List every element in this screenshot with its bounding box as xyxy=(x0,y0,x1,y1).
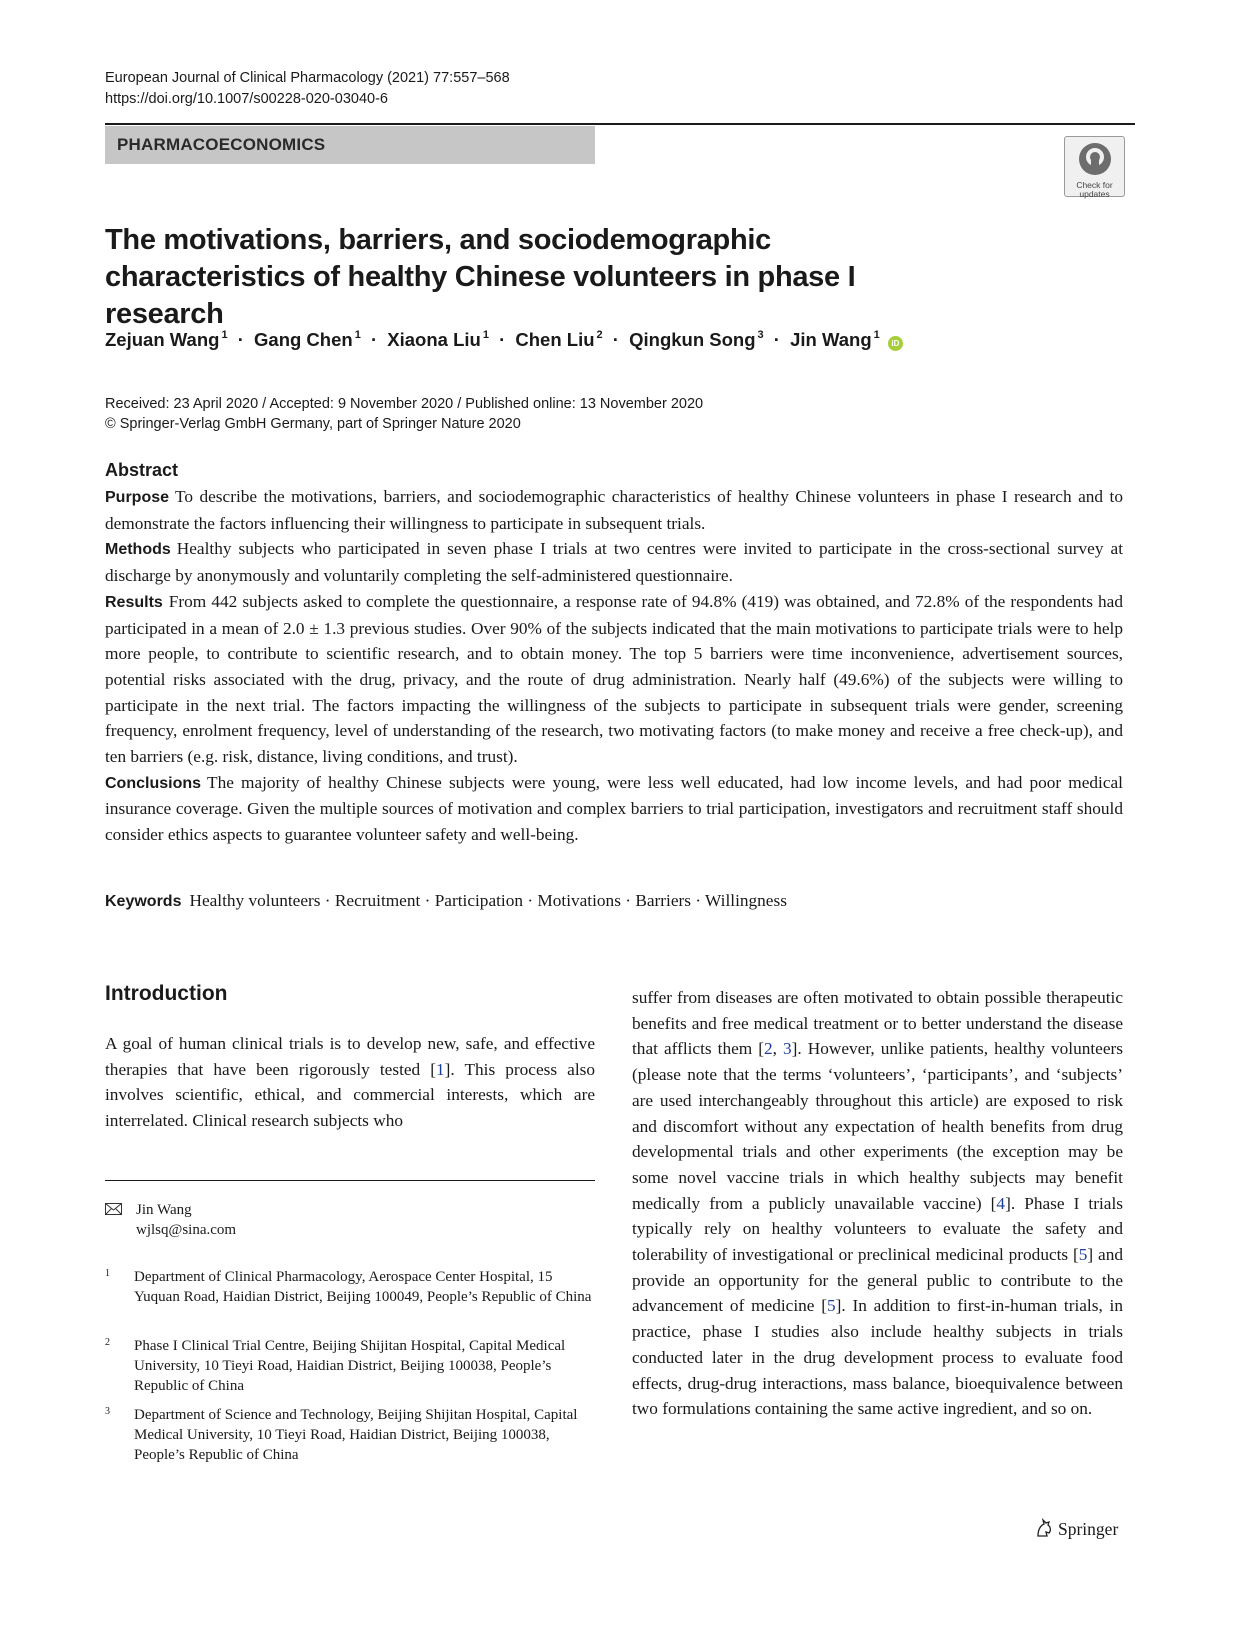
author-name[interactable]: Jin Wang xyxy=(790,329,872,350)
corresponding-author xyxy=(105,1200,236,1240)
author-separator: · xyxy=(499,329,506,350)
author-separator: · xyxy=(237,329,244,350)
copyright-line: © Springer-Verlag GmbH Germany, part of Springer Nature 2020 xyxy=(105,416,521,432)
check-updates-label-2: updates xyxy=(1079,189,1110,199)
methods-text: Healthy subjects who participated in seven phase I trials at two centres were invited to participate in the cross-sectional survey at discharge by anonymously and voluntarily completing the self-administered questionnaire. xyxy=(105,539,1123,586)
intro-text: suffer from diseases are often motivated to obtain possible therapeutic benefits and free medical treatment or to better understand the disease that afflicts them [ xyxy=(632,988,1123,1059)
author-affiliation-marker: 1 xyxy=(221,329,228,341)
citation-link[interactable]: 2 xyxy=(764,1039,773,1059)
crossmark-icon xyxy=(1078,142,1112,176)
abstract-block xyxy=(105,460,1123,848)
header-rule xyxy=(105,123,1135,125)
author-affiliation-marker: 1 xyxy=(873,329,880,341)
intro-text: ]. Phase I trials typically rely on healthy volunteers to evaluate the safety and tolerability of investigational or preclinical medicinal products [ xyxy=(632,1193,1123,1265)
author-affiliation-marker: 1 xyxy=(482,329,489,341)
check-for-updates-badge[interactable] xyxy=(1064,136,1125,197)
section-label: PHARMACOECONOMICS xyxy=(117,135,326,154)
keywords-label: Keywords xyxy=(105,893,182,910)
keywords-text: Healthy volunteers · Recruitment · Participation · Motivations · Barriers · Willingness xyxy=(189,891,787,910)
author-affiliation-marker: 2 xyxy=(596,329,603,341)
results-label: Results xyxy=(105,593,163,611)
introduction-heading: Introduction xyxy=(105,982,228,1005)
section-label-bar xyxy=(105,126,595,164)
introduction-left-column xyxy=(105,1031,595,1134)
author-affiliation-marker: 3 xyxy=(757,329,764,341)
author-name[interactable]: Chen Liu xyxy=(515,329,595,350)
citation-link[interactable]: 1 xyxy=(436,1059,445,1079)
author-name[interactable]: Xiaona Liu xyxy=(387,329,481,350)
abstract-purpose xyxy=(105,484,1123,536)
conclusions-label: Conclusions xyxy=(105,774,202,792)
affiliation-text: Department of Science and Technology, Beijing Shijitan Hospital, Capital Medical University, 10 Tieyi Road, Haidian District, Beijing 100038, People’s Republic of China xyxy=(134,1407,578,1463)
intro-text: ]. However, unlike patients, healthy volunteers (please note that the terms ‘volunteers’, ‘participants’, and ‘subjects’ are used interchangeably throughout this article) are exposed to risk and discomfort without any expectation of health benefits from drug developmental trials and other experiments (the exception may be some novel vaccine trials in which healthy subjects may benefit medically from a publicly unavailable vaccine) [ xyxy=(632,1039,1123,1213)
citation-separator: , xyxy=(772,1039,784,1059)
citation-link[interactable]: 4 xyxy=(996,1193,1006,1213)
dates-line: Received: 23 April 2020 / Accepted: 9 November 2020 / Published online: 13 November 2020 xyxy=(105,396,704,412)
keywords-line xyxy=(105,891,787,911)
publication-history xyxy=(105,394,703,434)
intro-text: ] and provide an opportunity for the general public to contribute to the advancement of medicine [ xyxy=(632,1245,1123,1316)
methods-label: Methods xyxy=(105,541,171,559)
affiliation-text: Phase I Clinical Trial Centre, Beijing Shijitan Hospital, Capital Medical University, 10 Tieyi Road, Haidian District, Beijing 100038, People’s Republic of China xyxy=(134,1338,566,1394)
intro-text: A goal of human clinical trials is to develop new, safe, and effective therapies that have been rigorously tested [ xyxy=(105,1034,595,1079)
author-affiliation-marker: 1 xyxy=(354,329,361,341)
corresponding-author-email[interactable]: wjlsq@sina.com xyxy=(136,1222,237,1238)
journal-citation: European Journal of Clinical Pharmacology (2021) 77:557–568 xyxy=(105,70,510,86)
author-separator: · xyxy=(370,329,378,350)
affiliation-2 xyxy=(105,1336,600,1396)
abstract-results xyxy=(105,589,1123,770)
citation-link[interactable]: 5 xyxy=(1078,1245,1088,1265)
publisher-logo xyxy=(1034,1518,1118,1540)
affiliation-text: Department of Clinical Pharmacology, Aerospace Center Hospital, 15 Yuquan Road, Haidian District, Beijing 100049, People’s Republic of China xyxy=(134,1269,592,1305)
affiliation-3 xyxy=(105,1405,600,1465)
conclusions-text: The majority of healthy Chinese subjects were young, were less well educated, had low income levels, and had poor medical insurance coverage. Given the multiple sources of motivation and complex barriers to trial participation, investigators and recruitment staff should consider ethics aspects to guarantee volunteer safety and well-being. xyxy=(105,772,1123,845)
article-title: The motivations, barriers, and sociodemographic characteristics of healthy Chinese volunteers in phase I research xyxy=(105,224,856,330)
introduction-right-column xyxy=(632,985,1123,1422)
intro-text: ]. In addition to first-in-human trials, in practice, phase I studies also include healthy subjects in trials conducted later in the drug development process to evaluate food effects, drug-drug interactions, mass balance, bioequivalence between two formulations containing the same active ingredient, and so on. xyxy=(632,1296,1123,1419)
purpose-text: To describe the motivations, barriers, and sociodemographic characteristics of healthy Chinese volunteers in phase I research and to demonstrate the factors influencing their willingness to participate in subsequent trials. xyxy=(105,487,1123,533)
corresponding-author-name: Jin Wang xyxy=(136,1202,192,1218)
affiliation-number: 1 xyxy=(105,1268,110,1279)
affiliation-number: 2 xyxy=(105,1337,110,1348)
author-separator: · xyxy=(773,329,780,350)
affiliation-number: 3 xyxy=(105,1406,110,1417)
author-list xyxy=(105,329,903,351)
author-name[interactable]: Qingkun Song xyxy=(629,329,756,350)
orcid-icon[interactable]: iD xyxy=(888,336,903,351)
springer-horse-icon xyxy=(1034,1518,1054,1538)
doi-link[interactable]: https://doi.org/10.1007/s00228-020-03040-6 xyxy=(105,91,388,107)
author-name[interactable]: Zejuan Wang xyxy=(105,329,220,350)
abstract-heading: Abstract xyxy=(105,460,179,480)
author-separator: · xyxy=(612,329,619,350)
results-text: From 442 subjects asked to complete the questionnaire, a response rate of 94.8% (419) was obtained, and 72.8% of the respondents had participated in a mean of 2.0 ± 1.3 previous studies. Over 90% of the subjects indicated that the main motivations to participate trials were to help more people, to contribute to scientific research, and to obtain money. The top 5 barriers were time inconvenience, advertisement sources, potential risks associated with the drug, privacy, and the route of drug administration. Nearly half (49.6%) of the subjects were willing to participate in the next trial. The factors impacting the willingness of the subjects to participate in subsequent trials were gender, screening frequency, enrolment frequency, level of understanding of the research, two motivating factors (to make money and receive a free check-up), and ten barriers (e.g. risk, distance, living conditions, and trust). xyxy=(105,591,1123,767)
author-name[interactable]: Gang Chen xyxy=(254,329,353,350)
citation-link[interactable]: 3 xyxy=(783,1039,792,1059)
intro-text: ]. This process also involves scientific, ethical, and commercial interests, which are interrelated. Clinical research subjects who xyxy=(105,1059,595,1131)
citation-link[interactable]: 5 xyxy=(826,1296,836,1316)
check-updates-label-1: Check for xyxy=(1076,180,1113,190)
publisher-name: Springer xyxy=(1058,1519,1119,1539)
envelope-icon xyxy=(105,1203,122,1215)
abstract-conclusions xyxy=(105,770,1123,848)
affiliation-1 xyxy=(105,1267,600,1307)
abstract-methods xyxy=(105,536,1123,588)
footnote-rule xyxy=(105,1180,595,1181)
journal-header xyxy=(105,68,510,110)
purpose-label: Purpose xyxy=(105,489,170,506)
